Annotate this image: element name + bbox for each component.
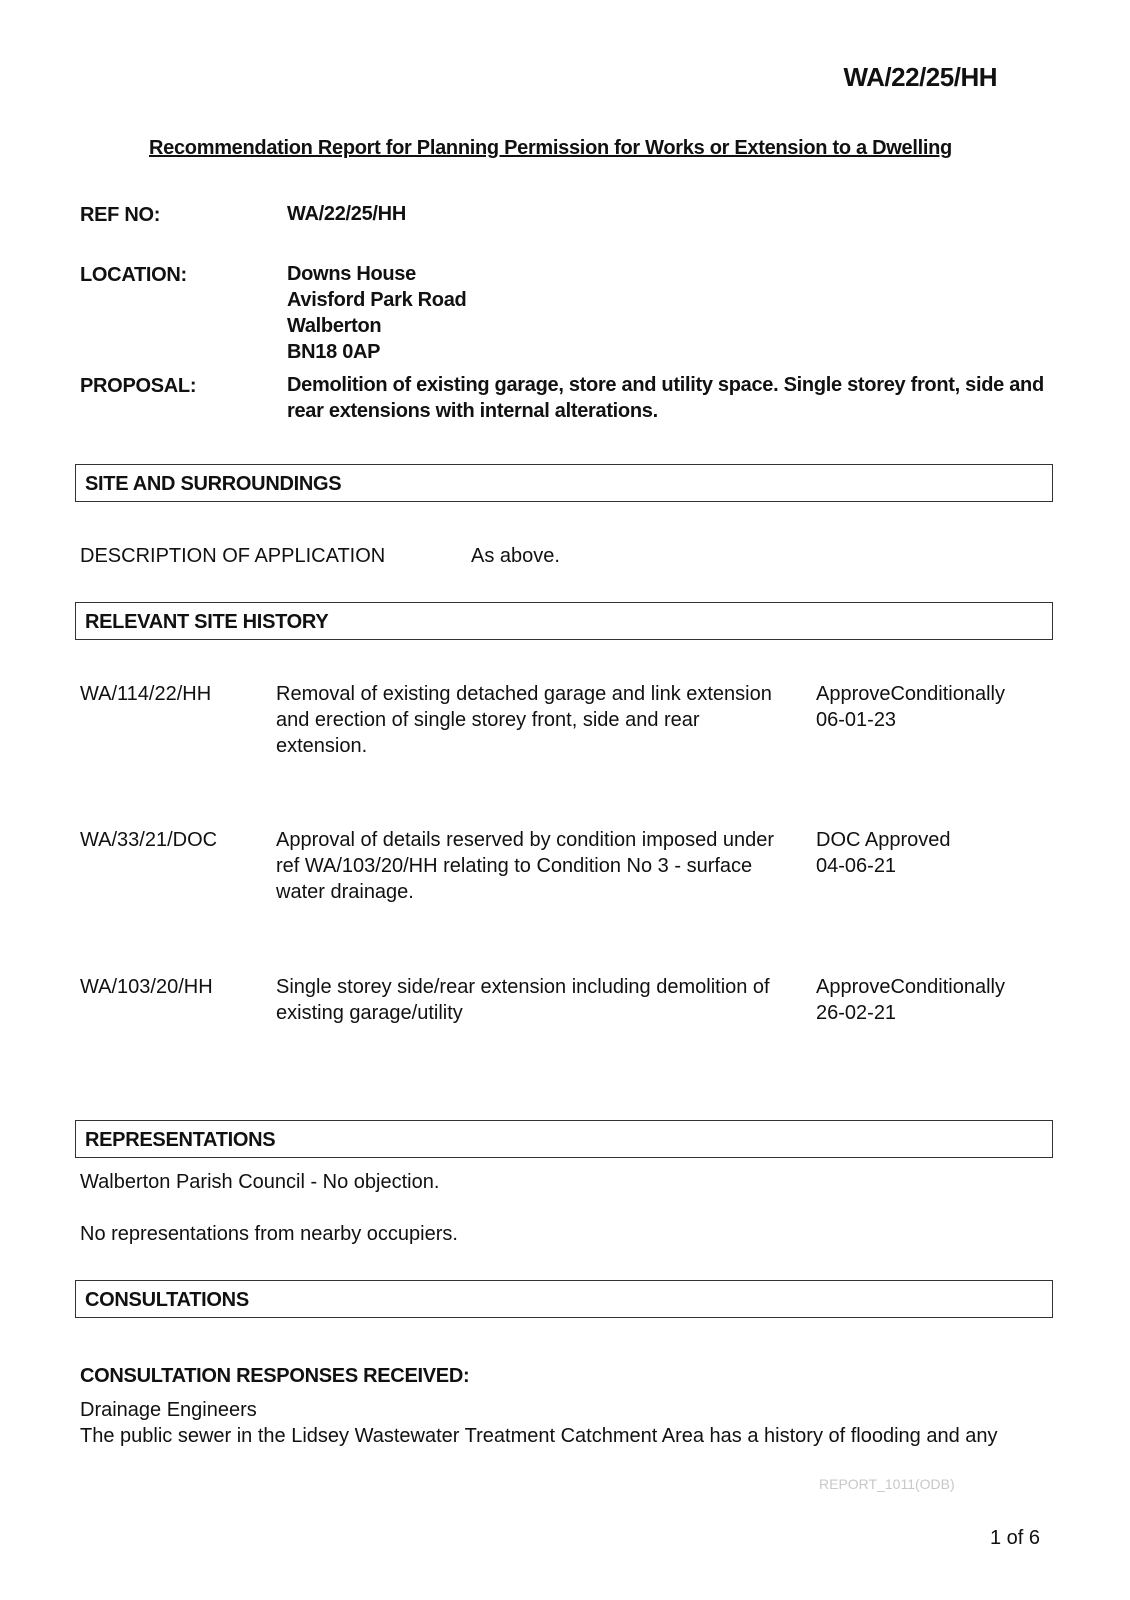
history-decision — [816, 974, 1056, 1026]
representation-occupiers: No representations from nearby occupiers. — [80, 1223, 458, 1245]
page-number: 1 of 6 — [990, 1527, 1041, 1549]
ref-label: REF NO: — [80, 204, 161, 226]
history-description — [276, 827, 806, 905]
location-line: Downs House — [287, 263, 416, 285]
location-line: Avisford Park Road — [287, 289, 467, 311]
description-label: DESCRIPTION OF APPLICATION — [80, 545, 386, 567]
history-date: 06-01-23 — [816, 709, 897, 731]
report-title: Recommendation Report for Planning Permission for Works or Extension to a Dwelling — [149, 137, 952, 159]
history-desc-line: extension. — [276, 735, 368, 757]
history-desc-line: and erection of single storey front, side and rear — [276, 709, 700, 731]
report-code: REPORT_1011(ODB) — [819, 1476, 955, 1492]
history-date: 26-02-21 — [816, 1002, 897, 1024]
location-line: Walberton — [287, 315, 382, 337]
history-status: ApproveConditionally — [816, 976, 1006, 998]
history-decision — [816, 827, 1056, 879]
history-status: ApproveConditionally — [816, 683, 1006, 705]
location-address — [287, 261, 466, 365]
history-desc-line: Single storey side/rear extension including demolition of — [276, 976, 770, 998]
history-ref: WA/114/22/HH — [80, 683, 212, 705]
history-desc-line: Removal of existing detached garage and link extension — [276, 683, 772, 705]
history-date: 04-06-21 — [816, 855, 897, 877]
history-description — [276, 974, 806, 1026]
proposal-line: rear extensions with internal alterations. — [287, 400, 658, 422]
history-description — [276, 681, 806, 759]
consultations-section-header — [75, 1280, 1053, 1318]
consultations-section-title: CONSULTATIONS — [85, 1289, 249, 1311]
consultation-text: The public sewer in the Lidsey Wastewater Treatment Catchment Area has a history of flooding and any — [80, 1425, 998, 1447]
proposal-line: Demolition of existing garage, store and utility space. Single storey front, side and — [287, 374, 1044, 396]
history-desc-line: Approval of details reserved by condition imposed under — [276, 829, 775, 851]
description-value: As above. — [471, 545, 560, 567]
location-line: BN18 0AP — [287, 341, 381, 363]
history-desc-line: water drainage. — [276, 881, 414, 903]
site-section-header — [75, 464, 1053, 502]
history-section-header — [75, 602, 1053, 640]
consultee-name: Drainage Engineers — [80, 1399, 257, 1421]
proposal-text — [287, 372, 1044, 424]
site-section-title: SITE AND SURROUNDINGS — [85, 473, 342, 495]
consultation-responses-heading: CONSULTATION RESPONSES RECEIVED: — [80, 1365, 470, 1387]
document-reference: WA/22/25/HH — [843, 62, 997, 92]
history-status: DOC Approved — [816, 829, 951, 851]
ref-value: WA/22/25/HH — [287, 203, 406, 225]
location-label: LOCATION: — [80, 264, 187, 286]
history-desc-line: existing garage/utility — [276, 1002, 463, 1024]
representation-parish: Walberton Parish Council - No objection. — [80, 1171, 440, 1193]
history-ref: WA/33/21/DOC — [80, 829, 218, 851]
history-desc-line: ref WA/103/20/HH relating to Condition No 3 - surface — [276, 855, 753, 877]
representations-section-title: REPRESENTATIONS — [85, 1129, 276, 1151]
representations-section-header — [75, 1120, 1053, 1158]
history-section-title: RELEVANT SITE HISTORY — [85, 611, 329, 633]
history-ref: WA/103/20/HH — [80, 976, 213, 998]
proposal-label: PROPOSAL: — [80, 375, 197, 397]
history-decision — [816, 681, 1056, 733]
